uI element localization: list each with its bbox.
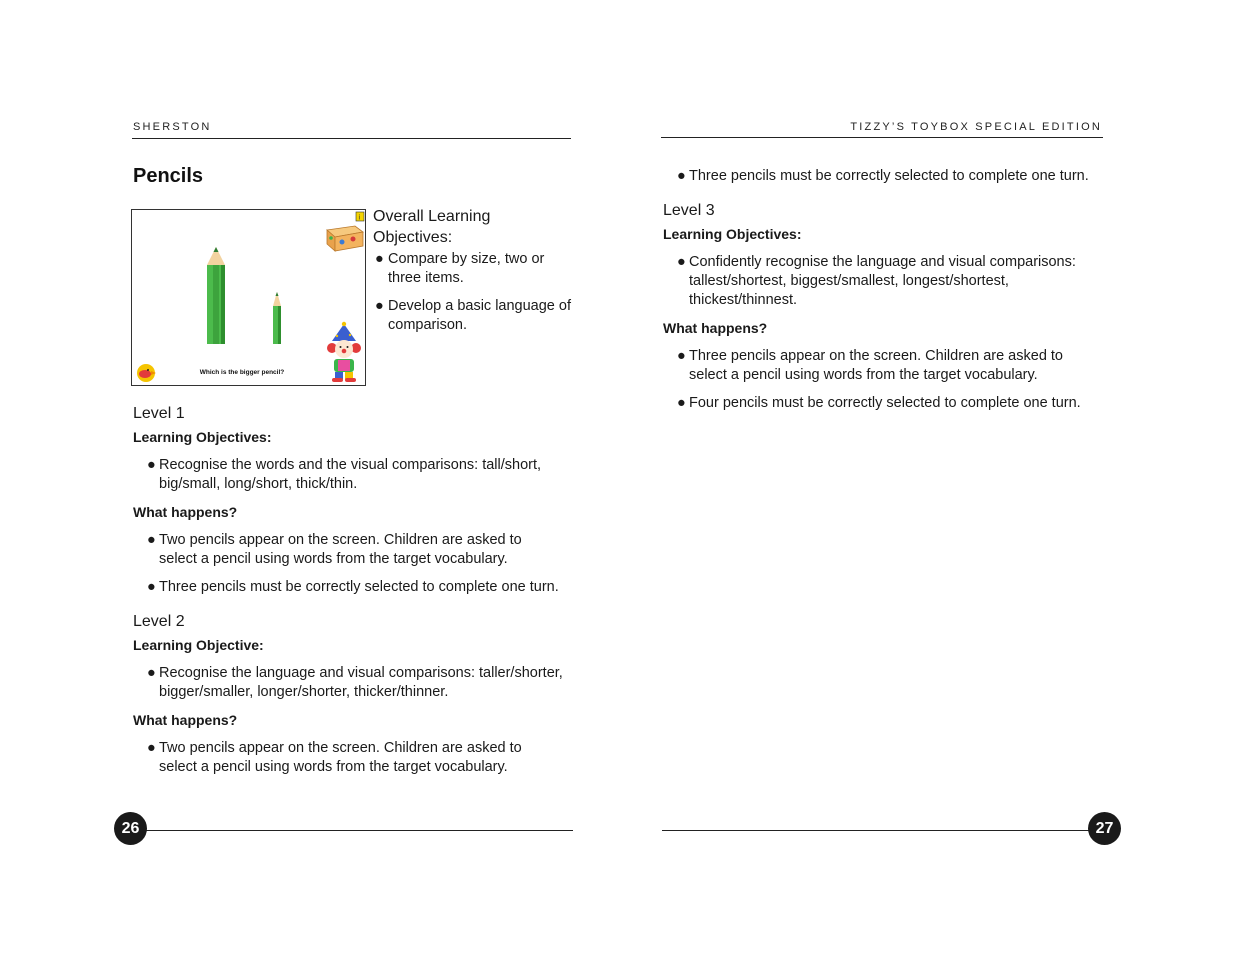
level-3-what-label: What happens? <box>663 320 768 336</box>
list-item: ● Two pencils appear on the screen. Children are asked to select a pencil using words from the target vocabulary. <box>147 740 522 775</box>
info-icon <box>356 212 364 222</box>
right-column <box>663 167 1103 422</box>
page-number-left: 26 <box>114 812 147 845</box>
screenshot-art <box>132 210 365 385</box>
toybox-icon <box>327 226 363 251</box>
list-item: ● Three pencils must be correctly selected to complete one turn. <box>677 168 1089 184</box>
svg-text:i: i <box>358 214 361 222</box>
overall-objectives <box>373 206 573 344</box>
footer-rule-left <box>146 830 573 831</box>
footer-rule-right <box>662 830 1090 831</box>
list-item: ● Develop a basic language of comparison. <box>375 298 571 333</box>
level-2-objectives-label: Learning Objective: <box>133 637 264 653</box>
list-item: ● Two pencils appear on the screen. Children are asked to select a pencil using words from the target vocabulary. <box>147 532 522 567</box>
level-2-what-label: What happens? <box>133 712 238 728</box>
running-head-left: SHERSTON <box>133 121 212 133</box>
header-rule-right <box>661 137 1103 138</box>
big-pencil <box>207 247 225 344</box>
overall-objectives-title: Overall Learning Objectives: <box>373 208 491 246</box>
list-item: ● Compare by size, two or three items. <box>375 251 545 286</box>
list-item: ● Confidently recognise the language and visual comparisons: tallest/shortest, biggest/smallest, longest/shortest, thickest/thinnest. <box>677 254 1076 308</box>
list-item: ● Recognise the words and the visual comparisons: tall/short, big/small, long/short, thick/thin. <box>147 457 542 492</box>
running-head-right: TIZZY’S TOYBOX SPECIAL EDITION <box>850 121 1102 133</box>
level-1-what-label: What happens? <box>133 504 238 520</box>
screenshot-caption: Which is the bigger pencil? <box>199 369 285 376</box>
level-2-heading: Level 2 <box>133 613 185 630</box>
chick-icon <box>137 364 156 382</box>
level-1-heading: Level 1 <box>133 405 185 422</box>
header-rule-left <box>132 138 571 139</box>
list-item: ● Recognise the language and visual comparisons: taller/shorter, bigger/smaller, longer/shorter, thicker/thinner. <box>147 665 563 700</box>
level-3-objectives-label: Learning Objectives: <box>663 226 802 242</box>
left-column <box>133 404 563 786</box>
game-screenshot <box>131 209 366 386</box>
list-item: ● Four pencils must be correctly selected to complete one turn. <box>677 395 1081 411</box>
level-3-heading: Level 3 <box>663 202 715 219</box>
page-title: Pencils <box>133 165 204 187</box>
list-item: ● Three pencils must be correctly selected to complete one turn. <box>147 579 559 595</box>
clown-character <box>327 322 361 382</box>
level-1-objectives-label: Learning Objectives: <box>133 429 272 445</box>
small-pencil <box>273 292 281 344</box>
list-item: ● Three pencils appear on the screen. Children are asked to select a pencil using words from the target vocabulary. <box>677 348 1063 383</box>
page-number-right: 27 <box>1088 812 1121 845</box>
